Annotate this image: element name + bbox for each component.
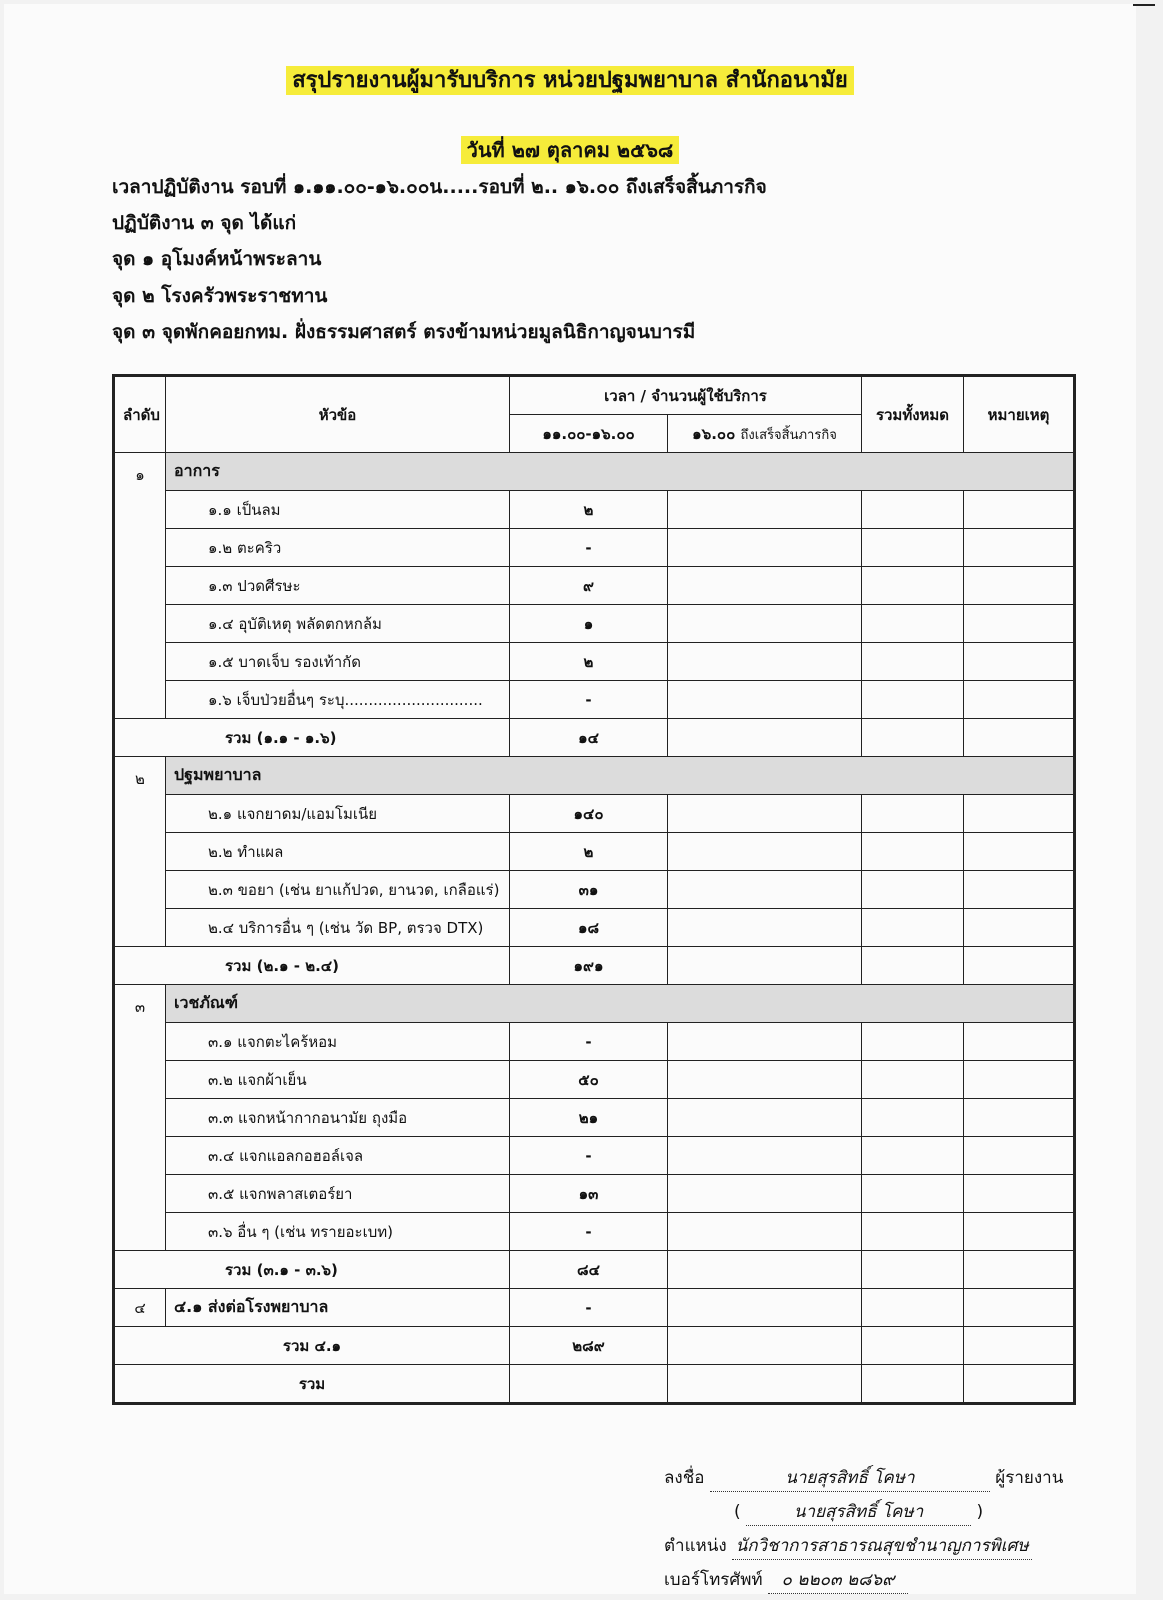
signature-line: ลงชื่อ นายสุรสิทธิ์ โคษา ผู้รายงาน [664,1464,1063,1492]
info-line-point2: จุด ๒ โรงครัวพระราชทาน [112,285,328,307]
sum-row: รวม ๔.๑ ๒๘๙ [114,1327,1075,1365]
header-remark: หมายเหตุ [964,376,1075,453]
table-row: ๓.๒ แจกผ้าเย็น ๕๐ [114,1061,1075,1099]
info-line-point1: จุด ๑ อุโมงค์หน้าพระลาน [112,248,322,270]
table-row: ๑.๖ เจ็บป่วยอื่นๆ ระบุ............................. - [114,681,1075,719]
table-row: ๒.๔ บริการอื่น ๆ (เช่น วัด BP, ตรวจ DTX) ๑๘ [114,909,1075,947]
table-row: ๔ ๔.๑ ส่งต่อโรงพยาบาล - [114,1289,1075,1327]
section-title: ปฐมพยาบาล [166,757,1075,795]
report-title: สรุปรายงานผู้มารับบริการ หน่วยปฐมพยาบาล สำนักอนามัย [286,66,854,95]
header-index: ลำดับ [114,376,166,453]
table-row: ๑.๑ เป็นลม ๒ [114,491,1075,529]
signature-paren: ( นายสุรสิทธิ์ โคษา ) [734,1498,983,1526]
sum-row: รวม (๒.๑ - ๒.๔) ๑๙๑ [114,947,1075,985]
report-date: วันที่ ๒๗ ตุลาคม ๒๕๖๘ [461,136,680,164]
grand-total-row: รวม [114,1365,1075,1404]
phone-line: เบอร์โทรศัพท์ ๐ ๒๒๐๓ ๒๘๖๙ [664,1566,908,1594]
table-row: ๒.๑ แจกยาดม/แอมโมเนีย ๑๔๐ [114,795,1075,833]
sum-row: รวม (๓.๑ - ๓.๖) ๘๔ [114,1251,1075,1289]
section-index: ๓ [114,985,166,1251]
info-line-point3: จุด ๓ จุดพักคอยกทม. ฝั่งธรรมศาสตร์ ตรงข้ามหน่วยมูลนิธิกาญจนบารมี [112,321,696,343]
table-row: ๑.๓ ปวดศีรษะ ๙ [114,567,1075,605]
table-row: ๒.๒ ทำแผล ๒ [114,833,1075,871]
section-index: ๒ [114,757,166,947]
table-row: ๑.๕ บาดเจ็บ รองเท้ากัด ๒ [114,643,1075,681]
title-block [4,62,1136,97]
info-line-shift: เวลาปฏิบัติงาน รอบที่ ๑.๑๑.๐๐-๑๖.๐๐น.....รอบที่ ๒.. ๑๖.๐๐ ถึงเสร็จสิ้นภารกิจ [112,176,767,198]
section-title: อาการ [166,453,1075,491]
header-time-group: เวลา / จำนวนผู้ใช้บริการ [510,376,862,415]
date-block [4,134,1136,166]
info-line-points: ปฏิบัติงาน ๓ จุด ได้แก่ [112,212,297,234]
table-row: ๑.๔ อุบัติเหตุ พลัดตกหกล้ม ๑ [114,605,1075,643]
position-value: นักวิชาการสาธารณสุขชำนาญการพิเศษ [732,1532,1032,1560]
edge-mark [1133,4,1155,6]
service-table [112,374,1076,1405]
table-row: ๑.๒ ตะคริว - [114,529,1075,567]
document-page [4,4,1136,1594]
position-line: ตำแหน่ง นักวิชาการสาธารณสุขชำนาญการพิเศษ [664,1532,1032,1560]
table-row: ๓.๕ แจกพลาสเตอร์ยา ๑๓ [114,1175,1075,1213]
section-index: ๑ [114,453,166,719]
table-row: ๓.๑ แจกตะไคร้หอม - [114,1023,1075,1061]
header-topic: หัวข้อ [166,376,510,453]
header-round2: ๑๖.๐๐ ถึงเสร็จสิ้นภารกิจ [668,415,862,453]
signer-name: นายสุรสิทธิ์ โคษา [710,1464,990,1492]
phone-value: ๐ ๒๒๐๓ ๒๘๖๙ [768,1566,908,1594]
table-row: ๓.๓ แจกหน้ากากอนามัย ถุงมือ ๒๑ [114,1099,1075,1137]
table-row: ๓.๖ อื่น ๆ (เช่น ทรายอะเบท) - [114,1213,1075,1251]
sum-row: รวม (๑.๑ - ๑.๖) ๑๔ [114,719,1075,757]
table-row: ๒.๓ ขอยา (เช่น ยาแก้ปวด, ยานวด, เกลือแร่) ๓๑ [114,871,1075,909]
section-title: เวชภัณฑ์ [166,985,1075,1023]
header-total: รวมทั้งหมด [862,376,964,453]
table-row: ๓.๔ แจกแอลกอฮอล์เจล - [114,1137,1075,1175]
header-round1: ๑๑.๐๐-๑๖.๐๐ [510,415,668,453]
